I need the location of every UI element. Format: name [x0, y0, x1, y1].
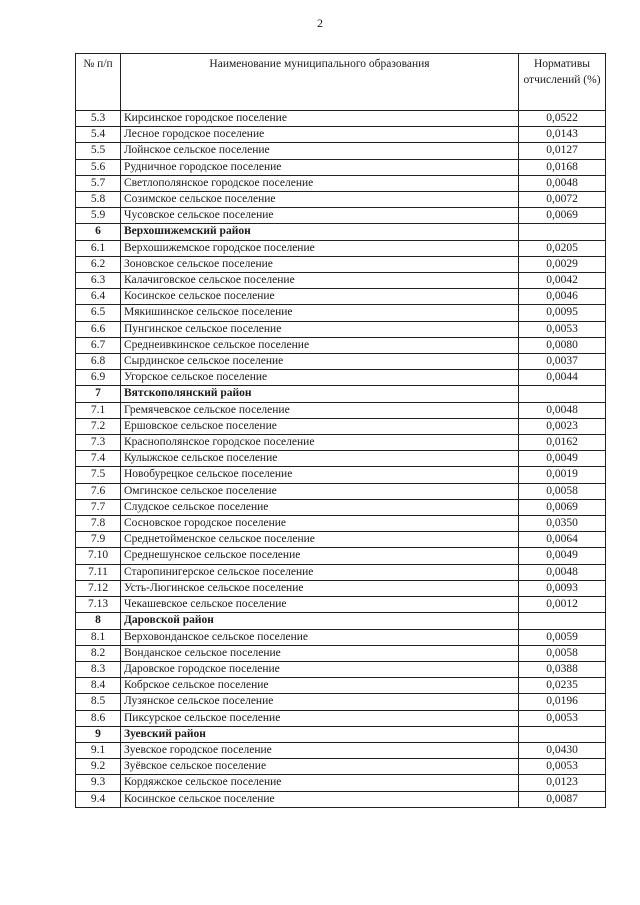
- row-name: Кулыжское сельское поселение: [121, 451, 519, 467]
- row-number: 7.1: [76, 402, 121, 418]
- row-number: 6.4: [76, 289, 121, 305]
- district-row: [76, 224, 606, 240]
- row-number: 7.12: [76, 580, 121, 596]
- table-row: [76, 354, 606, 370]
- table-row: [76, 240, 606, 256]
- row-value: 0,0023: [519, 418, 606, 434]
- row-name: Верховонданское сельское поселение: [121, 629, 519, 645]
- row-value: 0,0064: [519, 532, 606, 548]
- row-number: 8.2: [76, 645, 121, 661]
- row-number: 7.6: [76, 483, 121, 499]
- table-row: [76, 451, 606, 467]
- row-number: 9.2: [76, 759, 121, 775]
- row-name: Рудничное городское поселение: [121, 159, 519, 175]
- row-name: Кирсинское городское поселение: [121, 111, 519, 127]
- row-name: Светлополянское городское поселение: [121, 175, 519, 191]
- row-name: Даровское городское поселение: [121, 661, 519, 677]
- row-value: 0,0430: [519, 742, 606, 758]
- row-name: Сырдинское сельское поселение: [121, 354, 519, 370]
- row-name: Зуёвское сельское поселение: [121, 759, 519, 775]
- row-number: 5.3: [76, 111, 121, 127]
- row-number: 7.11: [76, 564, 121, 580]
- row-number: 5.9: [76, 208, 121, 224]
- row-name: Верхошижемское городское поселение: [121, 240, 519, 256]
- row-number: 8: [76, 613, 121, 629]
- row-name: Лойнское сельское поселение: [121, 143, 519, 159]
- row-number: 5.5: [76, 143, 121, 159]
- row-number: 6.6: [76, 321, 121, 337]
- table-row: [76, 337, 606, 353]
- table-body: [76, 111, 606, 808]
- table-row: [76, 192, 606, 208]
- row-value: 0,0069: [519, 499, 606, 515]
- row-name: Лесное городское поселение: [121, 127, 519, 143]
- table-row: [76, 645, 606, 661]
- row-name: Пунгинское сельское поселение: [121, 321, 519, 337]
- row-name: Зоновское сельское поселение: [121, 256, 519, 272]
- row-value: 0,0048: [519, 564, 606, 580]
- table-row: [76, 305, 606, 321]
- row-value: 0,0053: [519, 710, 606, 726]
- row-value: 0,0012: [519, 597, 606, 613]
- row-value: 0,0059: [519, 629, 606, 645]
- row-number: 8.6: [76, 710, 121, 726]
- row-value: 0,0046: [519, 289, 606, 305]
- row-number: 6.2: [76, 256, 121, 272]
- row-name: Сосновское городское поселение: [121, 516, 519, 532]
- table-row: [76, 111, 606, 127]
- row-number: 6.7: [76, 337, 121, 353]
- table-row: [76, 273, 606, 289]
- row-value: 0,0019: [519, 467, 606, 483]
- row-value: 0,0053: [519, 759, 606, 775]
- row-name: Гремячевское сельское поселение: [121, 402, 519, 418]
- row-number: 7.4: [76, 451, 121, 467]
- table-row: [76, 208, 606, 224]
- row-number: 5.8: [76, 192, 121, 208]
- row-number: 7.7: [76, 499, 121, 515]
- table-row: [76, 370, 606, 386]
- row-number: 7.3: [76, 435, 121, 451]
- table-row: [76, 516, 606, 532]
- row-value: 0,0058: [519, 645, 606, 661]
- row-value: 0,0072: [519, 192, 606, 208]
- table-row: [76, 435, 606, 451]
- table-row: [76, 289, 606, 305]
- row-name: Косинское сельское поселение: [121, 289, 519, 305]
- row-name: Ершовское сельское поселение: [121, 418, 519, 434]
- table-header-row: [76, 54, 606, 111]
- row-number: 6.5: [76, 305, 121, 321]
- row-name: Среднешунское сельское поселение: [121, 548, 519, 564]
- district-row: [76, 726, 606, 742]
- row-name: Кордяжское сельское поселение: [121, 775, 519, 791]
- row-value: 0,0087: [519, 791, 606, 807]
- row-name: Старопинигерское сельское поселение: [121, 564, 519, 580]
- header-name: Наименование муниципального образования: [121, 54, 519, 111]
- row-name: Калачиговское сельское поселение: [121, 273, 519, 289]
- row-name: Слудское сельское поселение: [121, 499, 519, 515]
- row-number: 9: [76, 726, 121, 742]
- row-value: 0,0048: [519, 175, 606, 191]
- row-value: 0,0048: [519, 402, 606, 418]
- row-number: 7.5: [76, 467, 121, 483]
- row-value: 0,0168: [519, 159, 606, 175]
- page-number: 2: [317, 16, 323, 30]
- table-row: [76, 597, 606, 613]
- table-row: [76, 564, 606, 580]
- table-row: [76, 256, 606, 272]
- row-number: 8.3: [76, 661, 121, 677]
- row-value: [519, 726, 606, 742]
- table-row: [76, 143, 606, 159]
- row-value: 0,0127: [519, 143, 606, 159]
- row-number: 7.10: [76, 548, 121, 564]
- row-value: 0,0044: [519, 370, 606, 386]
- row-number: 7.9: [76, 532, 121, 548]
- row-value: 0,0388: [519, 661, 606, 677]
- row-value: [519, 224, 606, 240]
- table-row: [76, 678, 606, 694]
- row-number: 6.8: [76, 354, 121, 370]
- table-row: [76, 127, 606, 143]
- row-name: Лузянское сельское поселение: [121, 694, 519, 710]
- row-number: 5.4: [76, 127, 121, 143]
- row-number: 8.5: [76, 694, 121, 710]
- row-value: 0,0196: [519, 694, 606, 710]
- row-number: 6.9: [76, 370, 121, 386]
- table-row: [76, 321, 606, 337]
- district-row: [76, 613, 606, 629]
- table-row: [76, 483, 606, 499]
- table-row: [76, 418, 606, 434]
- row-value: 0,0095: [519, 305, 606, 321]
- table-row: [76, 629, 606, 645]
- row-value: 0,0080: [519, 337, 606, 353]
- header-value: Нормативы отчислений (%): [519, 54, 606, 111]
- table-row: [76, 175, 606, 191]
- row-value: [519, 386, 606, 402]
- table-row: [76, 661, 606, 677]
- table-row: [76, 742, 606, 758]
- row-name: Чусовское сельское поселение: [121, 208, 519, 224]
- row-number: 9.1: [76, 742, 121, 758]
- row-number: 6.3: [76, 273, 121, 289]
- row-name: Пиксурское сельское поселение: [121, 710, 519, 726]
- row-number: 7.8: [76, 516, 121, 532]
- row-name: Косинское сельское поселение: [121, 791, 519, 807]
- row-name: Новобурецкое сельское поселение: [121, 467, 519, 483]
- row-name: Кобрское сельское поселение: [121, 678, 519, 694]
- row-name: Вятскополянский район: [121, 386, 519, 402]
- row-value: 0,0093: [519, 580, 606, 596]
- table-row: [76, 532, 606, 548]
- table-row: [76, 791, 606, 807]
- row-number: 5.6: [76, 159, 121, 175]
- table-row: [76, 499, 606, 515]
- row-name: Мякишинское сельское поселение: [121, 305, 519, 321]
- row-value: 0,0205: [519, 240, 606, 256]
- table-row: [76, 694, 606, 710]
- row-value: 0,0123: [519, 775, 606, 791]
- row-value: 0,0053: [519, 321, 606, 337]
- row-name: Зуевское городское поселение: [121, 742, 519, 758]
- row-value: 0,0069: [519, 208, 606, 224]
- row-name: Среднетойменское сельское поселение: [121, 532, 519, 548]
- row-name: Угорское сельское поселение: [121, 370, 519, 386]
- row-number: 8.1: [76, 629, 121, 645]
- row-value: 0,0143: [519, 127, 606, 143]
- row-name: Созимское сельское поселение: [121, 192, 519, 208]
- row-number: 9.4: [76, 791, 121, 807]
- row-value: 0,0162: [519, 435, 606, 451]
- row-number: 8.4: [76, 678, 121, 694]
- table-row: [76, 548, 606, 564]
- row-name: Краснополянское городское поселение: [121, 435, 519, 451]
- row-name: Омгинское сельское поселение: [121, 483, 519, 499]
- table-row: [76, 467, 606, 483]
- row-name: Среднеивкинское сельское поселение: [121, 337, 519, 353]
- row-name: Верхошижемский район: [121, 224, 519, 240]
- row-name: Зуевский район: [121, 726, 519, 742]
- norms-table: [75, 53, 606, 808]
- table-row: [76, 402, 606, 418]
- table-row: [76, 759, 606, 775]
- row-number: 6: [76, 224, 121, 240]
- header-num: № п/п: [76, 54, 121, 111]
- row-name: Вонданское сельское поселение: [121, 645, 519, 661]
- row-value: 0,0042: [519, 273, 606, 289]
- row-name: Чекашевское сельское поселение: [121, 597, 519, 613]
- row-value: 0,0235: [519, 678, 606, 694]
- row-value: 0,0350: [519, 516, 606, 532]
- row-value: 0,0522: [519, 111, 606, 127]
- row-value: 0,0037: [519, 354, 606, 370]
- row-name: Даровской район: [121, 613, 519, 629]
- row-value: 0,0029: [519, 256, 606, 272]
- table-row: [76, 159, 606, 175]
- row-name: Усть-Люгинское сельское поселение: [121, 580, 519, 596]
- district-row: [76, 386, 606, 402]
- row-number: 9.3: [76, 775, 121, 791]
- row-number: 6.1: [76, 240, 121, 256]
- row-value: 0,0058: [519, 483, 606, 499]
- row-number: 7.13: [76, 597, 121, 613]
- row-value: 0,0049: [519, 451, 606, 467]
- table-row: [76, 580, 606, 596]
- table-row: [76, 710, 606, 726]
- row-number: 5.7: [76, 175, 121, 191]
- row-value: [519, 613, 606, 629]
- row-number: 7.2: [76, 418, 121, 434]
- row-number: 7: [76, 386, 121, 402]
- table-row: [76, 775, 606, 791]
- row-value: 0,0049: [519, 548, 606, 564]
